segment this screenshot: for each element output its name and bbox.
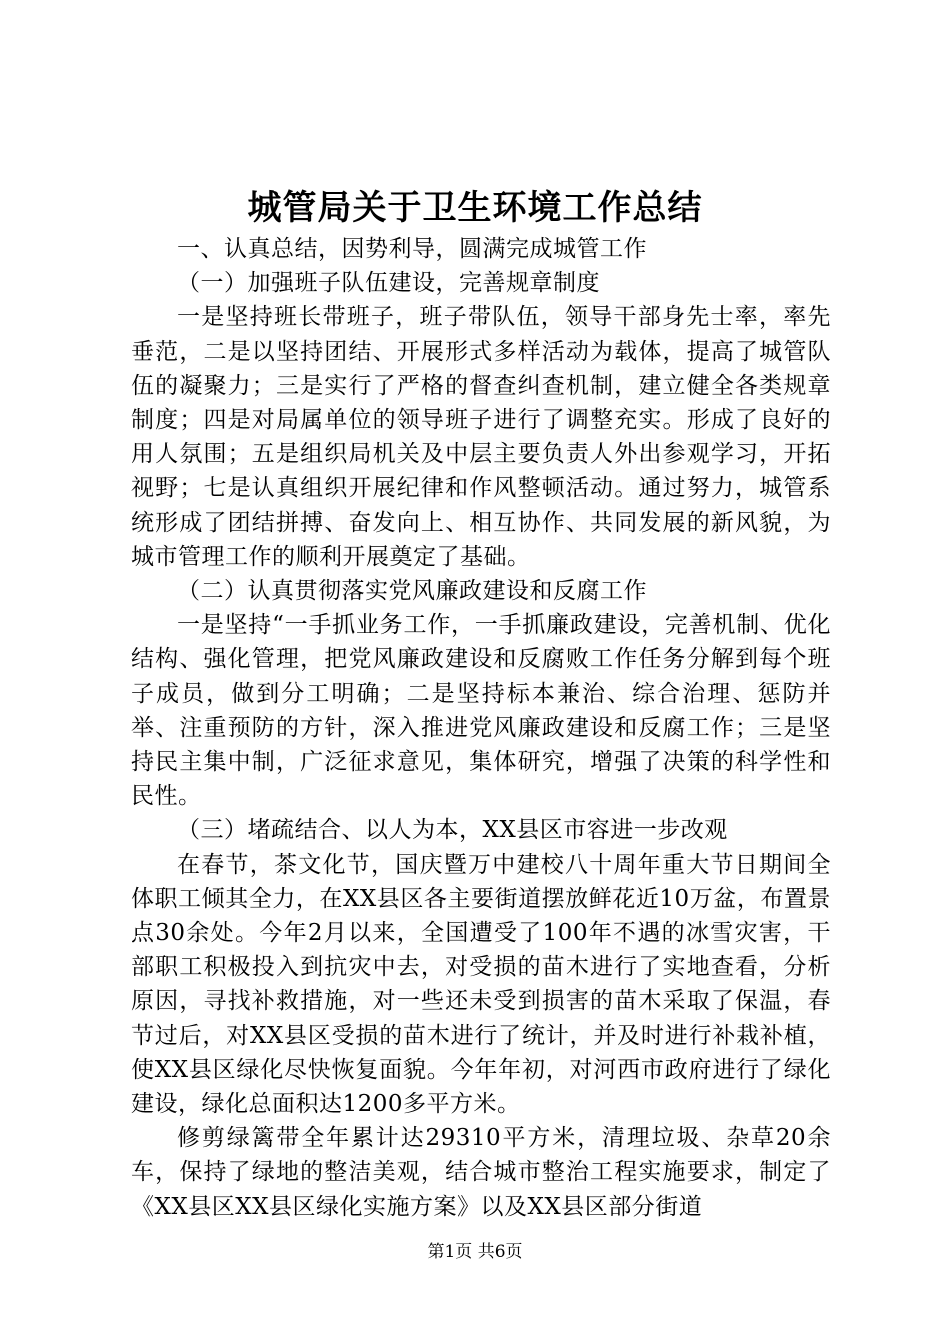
paragraph-team-building: 一是坚持班长带班子，班子带队伍，领导干部身先士率，率先垂范，二是以坚持团结、开展形式多样活动为载体，提高了城管队伍的凝聚力；三是实行了严格的督查纠查机制，建立健全各类规章制度；四是对局属单位的领导班子进行了调整充实。形成了良好的用人氛围；五是组织局机关及中层主要负责人外出参观学习，开拓视野；七是认真组织开展纪律和作风整顿活动。通过努力，城管系统形成了团结拼搏、奋发向上、相互协作、共同发展的新风貌，为城市管理工作的顺利开展奠定了基础。	[131, 304, 831, 570]
subsection-heading-3: （三）堵疏结合、以人为本，XX县区市容进一步改观	[177, 817, 728, 844]
paragraph-anti-corruption: 一是坚持“一手抓业务工作，一手抓廉政建设，完善机制、优化结构、强化管理，把党风廉政建设和反腐败工作任务分解到每个班子成员，做到分工明确；二是坚持标本兼治、综合治理、惩防并举、注重预防的方针，深入推进党风廉政建设和反腐工作；三是坚持民主集中制，广泛征求意见，集体研究，增强了决策的科学性和民性。	[131, 612, 831, 810]
paragraph-city-appearance: 在春节，茶文化节，国庆暨万中建校八十周年重大节日期间全体职工倾其全力，在XX县区各主要街道摆放鲜花近10万盆，布置景点30余处。今年2月以来，全国遭受了100年不遇的冰雪灾害，干部职工积极投入到抗灾中去，对受损的苗木进行了实地查看，分析原因，寻找补救措施，对一些还未受到损害的苗木采取了保温，春节过后，对XX县区受损的苗木进行了统计，并及时进行补栽补植，使XX县区绿化尽快恢复面貌。今年年初，对河西市政府进行了绿化建设，绿化总面积达1200多平方米。	[131, 851, 831, 1118]
section-heading-1: 一、认真总结，因势利导，圆满完成城管工作	[177, 236, 647, 262]
paragraph-greenbelt: 修剪绿篱带全年累计达29310平方米，清理垃圾、杂草20余车，保持了绿地的整洁美观，结合城市整治工程实施要求，制定了《XX县区XX县区绿化实施方案》以及XX县区部分街道	[131, 1125, 831, 1220]
document-body	[131, 232, 831, 1224]
subsection-heading-1: （一）加强班子队伍建设，完善规章制度	[177, 270, 600, 297]
document-title: 城管局关于卫生环境工作总结	[247, 188, 703, 228]
subsection-heading-2: （二）认真贯彻落实党风廉政建设和反腐工作	[177, 578, 647, 605]
page-number-footer: 第1页 共6页	[427, 1242, 523, 1262]
